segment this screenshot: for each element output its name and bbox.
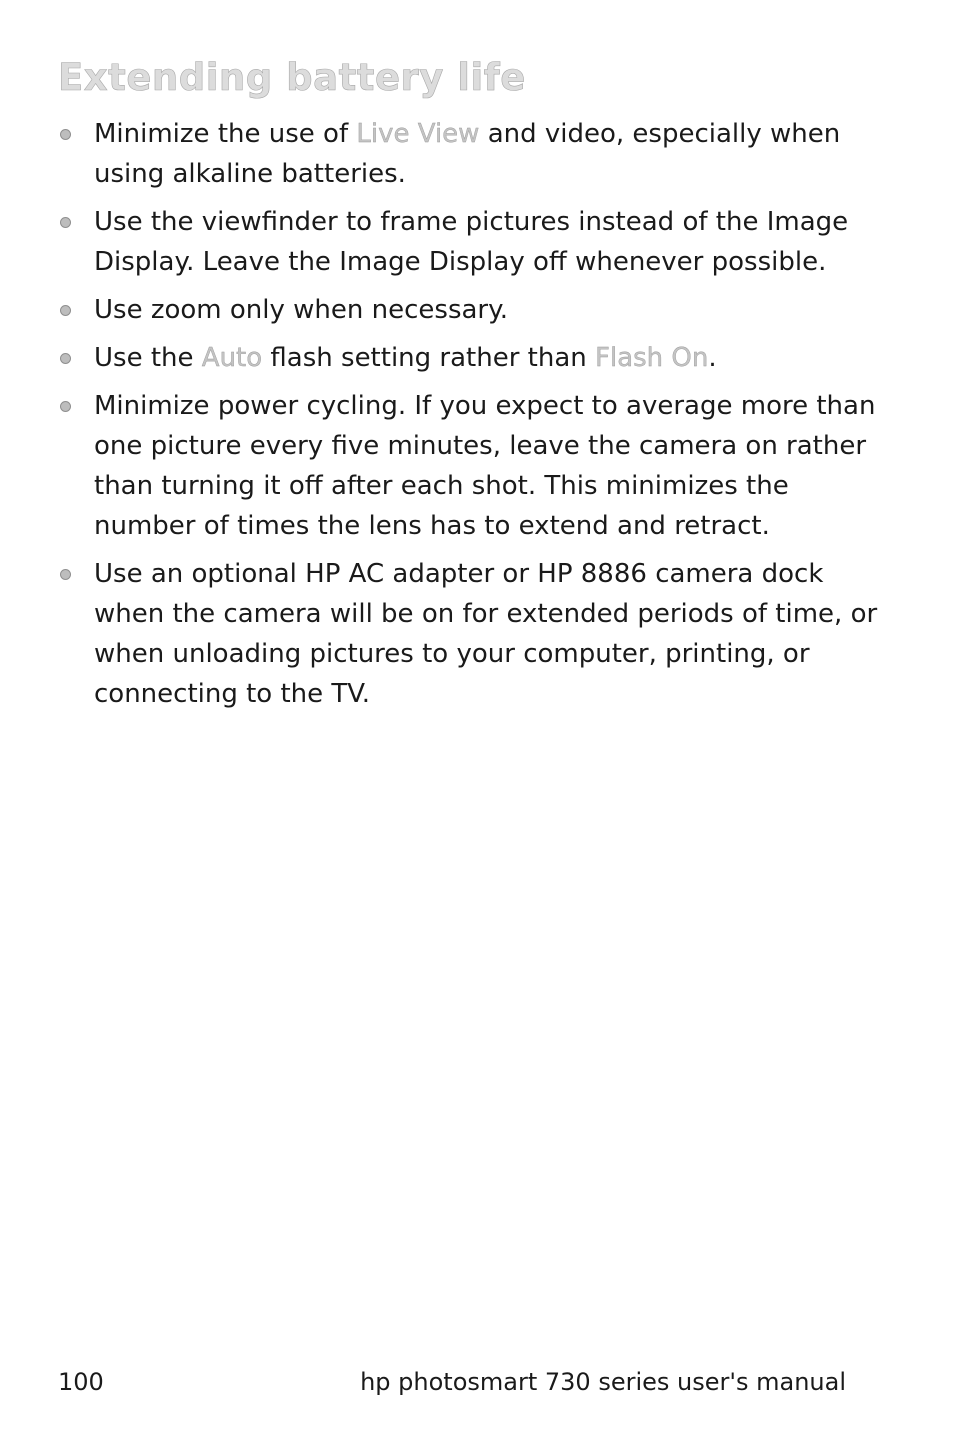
list-item — [0, 114, 954, 194]
bullet-icon — [60, 129, 71, 140]
list-item — [0, 290, 954, 330]
tips-list — [0, 114, 954, 722]
bullet-icon — [60, 305, 71, 316]
page-number: 100 — [58, 1368, 104, 1396]
bullet-icon — [60, 217, 71, 228]
list-item — [0, 554, 954, 714]
ui-term: Live View — [356, 119, 480, 149]
list-item — [0, 202, 954, 282]
bullet-text: Use an optional HP AC adapter or HP 8886 camera dock when the camera will be on for extended periods of time, or when unloading pictures to your computer, printing, or connecting to the TV. — [94, 559, 878, 709]
bullet-text: Use the viewfinder to frame pictures instead of the Image Display. Leave the Image Display off whenever possible. — [94, 207, 849, 277]
bullet-text: Use the — [94, 343, 202, 373]
list-item — [0, 386, 954, 546]
bullet-icon — [60, 353, 71, 364]
bullet-text: and video, especially when using alkaline batteries. — [94, 119, 841, 189]
ui-term: Flash On — [595, 343, 709, 373]
bullet-text: . — [708, 343, 717, 373]
section-heading: Extending battery life — [58, 56, 526, 99]
bullet-text: flash setting rather than — [262, 343, 596, 373]
bullet-icon — [60, 569, 71, 580]
bullet-text: Minimize power cycling. If you expect to average more than one picture every five minutes, leave the camera on rather than turning it off after each shot. This minimizes the number of times the lens has to extend and retract. — [94, 391, 876, 541]
manual-title: hp photosmart 730 series user's manual — [360, 1368, 846, 1396]
bullet-text: Minimize the use of — [94, 119, 357, 149]
bullet-text: Use zoom only when necessary. — [94, 295, 509, 325]
bullet-icon — [60, 401, 71, 412]
list-item — [0, 338, 954, 378]
ui-term: Auto — [201, 343, 263, 373]
